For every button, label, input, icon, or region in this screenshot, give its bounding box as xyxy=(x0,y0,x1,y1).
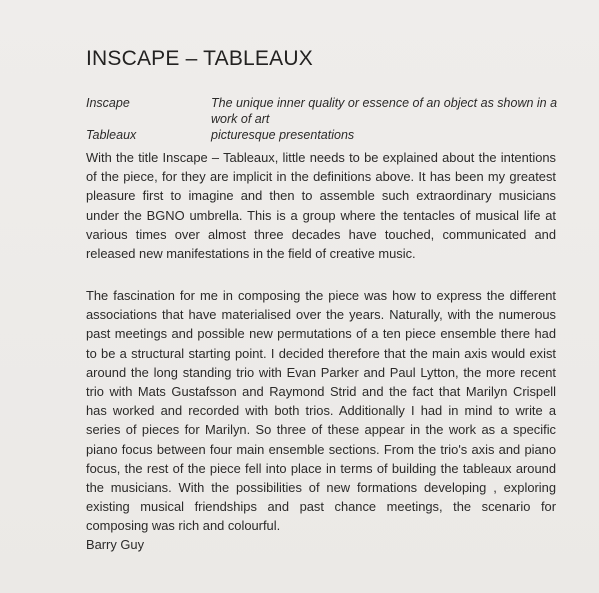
definition-term: Inscape xyxy=(86,96,130,110)
definition-term: Tableaux xyxy=(86,128,137,142)
definition-text: picturesque presentations xyxy=(211,128,355,142)
definition-row-tableaux xyxy=(86,127,566,143)
definition-row-inscape xyxy=(86,95,566,127)
definitions-list xyxy=(86,95,566,143)
page-title: INSCAPE – TABLEAUX xyxy=(86,47,313,70)
body-paragraph-1: With the title Inscape – Tableaux, little needs to be explained about the intentions of the piece, for they are implicit in the definitions above. It has been my greatest pleasure first to imagine and then to assemble such extraordinary musicians under the BGNO umbrella. This is a group where the tentacles of musical life at various times over almost three decades have touched, communicated and released new manifestations in the field of creative music. xyxy=(86,150,556,262)
body-paragraph-2: The fascination for me in composing the piece was how to express the different associations that have materialised over the years. Naturally, with the numerous past meetings and possible new permutations of a ten piece ensemble there had to be a structural starting point. I decided therefore that the main axis would exist around the long standing trio with Evan Parker and Paul Lytton, the more recent trio with Mats Gustafsson and Raymond Strid and the fact that Marilyn Crispell has worked and recorded with both trios. Additionally I had in mind to write a series of pieces for Marilyn. So three of these appear in the work as a specific piano focus between four main ensemble sections. From the trio's axis and piano focus, the rest of the piece fell into place in terms of building the tableaux around the musicians. With the possibilities of new formations developing , exploring existing musical friendships and past chance meetings, the scenario for composing was rich and colourful. xyxy=(86,288,556,534)
author-signature: Barry Guy xyxy=(86,537,145,552)
definition-text: The unique inner quality or essence of an object as shown in a work of art xyxy=(211,96,558,126)
